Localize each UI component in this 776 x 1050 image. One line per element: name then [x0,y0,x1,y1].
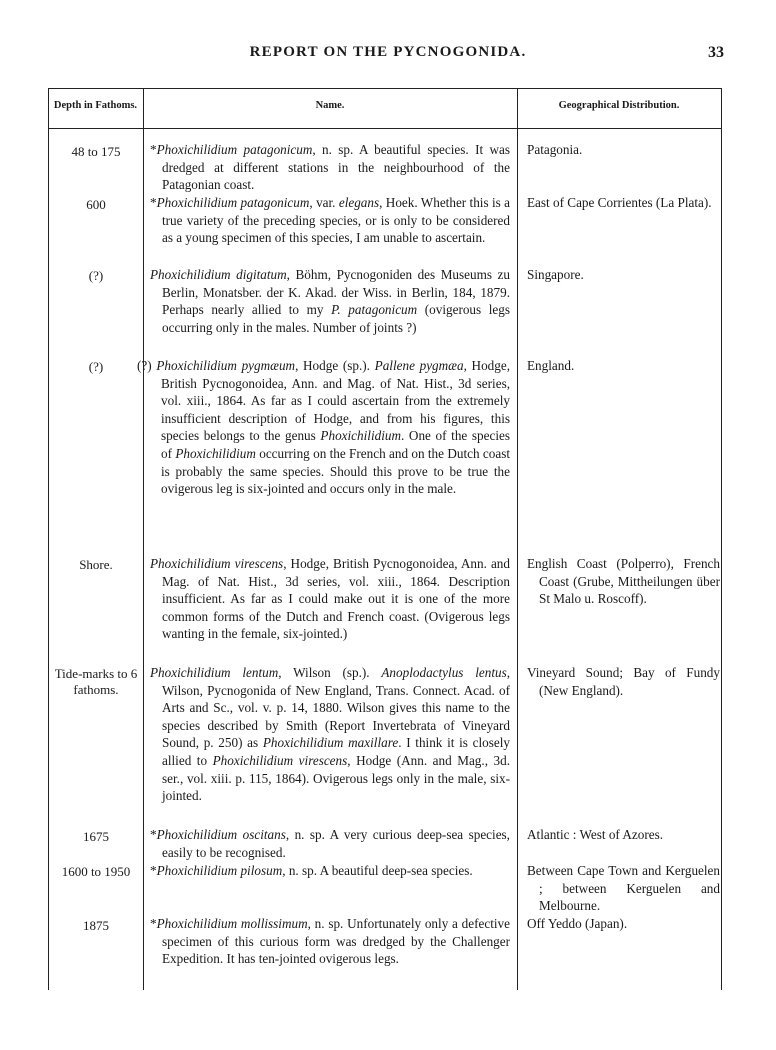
name-cell: *Phoxichilidium pilosum, n. sp. A beautiful deep-sea species. [150,863,473,878]
page-number: 33 [708,44,724,61]
page-header [0,44,776,68]
column-header-depth: Depth in Fathoms. [53,100,138,111]
depth-cell: 1675 [83,829,109,844]
column-header-name: Name. [315,100,345,111]
distribution-cell: Atlantic : West of Azores. [527,827,664,842]
depth-cell: Shore. [79,557,113,572]
depth-cell: 600 [86,197,106,212]
name-cell: *Phoxichilidium patagonicum, n. sp. A beautiful species. It was dredged at different stations in the neighbourhood of the Patagonian coast. [150,142,510,193]
distribution-cell: England. [527,358,575,373]
distribution-cell: Off Yeddo (Japan). [527,916,628,931]
name-cell: *Phoxichilidium mollissimum, n. sp. Unfortunately only a defective specimen of this curious form was dredged by the Challenger Expedition. It has ten-jointed ovigerous legs. [150,916,510,967]
distribution-cell: Between Cape Town and Kerguelen ; between Kerguelen and Melbourne. [527,863,720,914]
table-header-rule [48,128,722,129]
distribution-cell: East of Cape Corrientes (La Plata). [527,195,712,210]
name-cell: Phoxichilidium virescens, Hodge, British Pycnogonoidea, Ann. and Mag. of Nat. Hist., 3d series, vol. xiii., 1864. Description insufficient. As far as I could make out it is one of the more common forms of the Dutch and French coast. (Ovigerous legs wanting in the female, six-jointed.) [150,556,510,642]
distribution-cell: Singapore. [527,267,584,282]
name-cell: *Phoxichilidium oscitans, n. sp. A very curious deep-sea species, easily to be recognised. [150,827,510,860]
depth-cell: (?) [88,359,104,374]
distribution-cell: Vineyard Sound; Bay of Fundy (New England). [527,665,720,698]
depth-cell: 48 to 175 [71,144,121,159]
table-right-rule [721,88,722,990]
running-title: REPORT ON THE PYCNOGONIDA. [249,44,527,60]
depth-cell: 1875 [83,918,109,933]
name-cell: (?) Phoxichilidium pygmæum, Hodge (sp.). Pallene pygmæa, Hodge, British Pycnogonoidea, Ann. and Mag. of Nat. Hist., 3d series, vol. xiii., 1864. As far as I could ascertain from the extremely insufficient description of Hodge, and from his figures, this species belongs to the genus Phoxichilidium. One of the species of Phoxichilidium occurring on the French and on the Dutch coast is probably the same species. Should this prove to be true the ovigerous leg is six-jointed and occurs only in the male. [137,358,511,497]
table-left-rule [48,88,49,990]
column-rule-depth [143,88,144,990]
column-rule-name [517,88,518,990]
distribution-cell: Patagonia. [527,142,583,157]
name-cell: *Phoxichilidium patagonicum, var. elegans, Hoek. Whether this is a true variety of the preceding species, or is only to be considered as a young specimen of this species, I am unable to ascertain. [150,195,510,246]
column-header-distribution: Geographical Distribution. [558,100,680,111]
depth-cell: (?) [88,268,104,283]
depth-cell: 1600 to 1950 [61,864,131,879]
name-cell: Phoxichilidium digitatum, Böhm, Pycnogoniden des Museums zu Berlin, Monatsber. der K. Akad. der Wiss. in Berlin, 184, 1879. Perhaps nearly allied to my P. patagonicum (ovigerous legs occurring only in the males. Number of joints ?) [150,267,510,335]
distribution-cell: English Coast (Polperro), French Coast (Grube, Mittheilungen über St Malo u. Roscoff). [527,556,720,607]
table-top-rule [48,88,722,89]
depth-cell: Tide-marks to 6 fathoms. [54,666,138,697]
name-cell: Phoxichilidium lentum, Wilson (sp.). Anoplodactylus lentus, Wilson, Pycnogonida of New England, Trans. Connect. Acad. of Arts and Sc., vol. v. p. 14, 1880. Wilson gives this name to the species described by Smith (Report Invertebrata of Vineyard Sound, p. 250) as Phoxichilidium maxillare. I think it is closely allied to Phoxichilidium virescens, Hodge (Ann. and Mag., 3d. ser., vol. xiii. p. 115, 1864). Ovigerous legs only in the male, six-jointed. [150,665,511,804]
